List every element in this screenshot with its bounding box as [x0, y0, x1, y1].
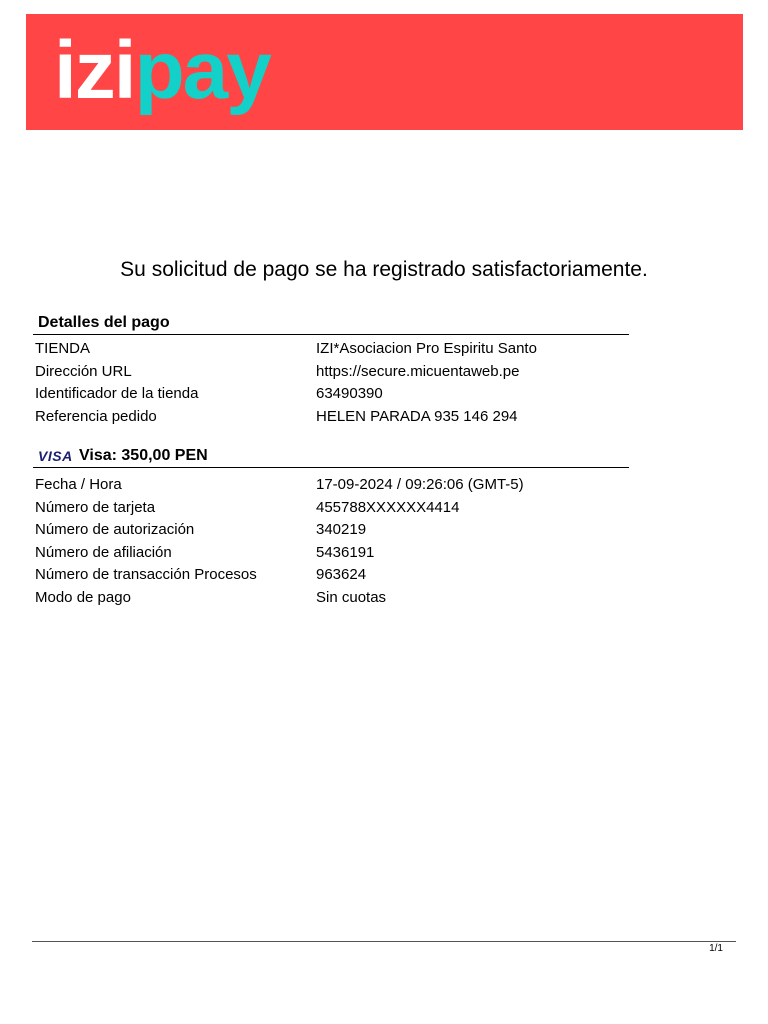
payment-label: Fecha / Hora: [35, 476, 122, 493]
detail-label: Identificador de la tienda: [35, 385, 199, 402]
payment-label: Número de autorización: [35, 521, 195, 538]
detail-row-store: [35, 338, 635, 361]
payment-row-datetime: [35, 474, 635, 497]
detail-value: 63490390: [316, 385, 383, 402]
payment-row-authorization: [35, 519, 635, 542]
visa-logo-icon: VISA: [38, 448, 73, 464]
confirmation-message: Su solicitud de pago se ha registrado satisfactoriamente.: [120, 258, 648, 281]
payment-list: [35, 474, 635, 609]
detail-value: https://secure.micuentaweb.pe: [316, 362, 520, 380]
svg-text:izipay: [54, 28, 272, 116]
detail-label: Dirección URL: [35, 362, 132, 380]
payment-value: 963624: [316, 566, 367, 583]
payment-value: 5436191: [316, 543, 375, 561]
footer-divider: [32, 941, 736, 942]
details-title-text: Detalles del pago: [38, 314, 170, 331]
detail-row-order-ref: [35, 406, 635, 429]
izipay-logo: [54, 28, 304, 118]
payment-label: Número de tarjeta: [35, 498, 156, 516]
detail-value: IZI*Asociacion Pro Espiritu Santo: [316, 340, 537, 357]
detail-label: TIENDA: [35, 340, 91, 357]
header-banner: [26, 14, 743, 130]
details-list: [35, 338, 635, 428]
payment-value: 340219: [316, 521, 367, 538]
logo-part-izi: izi: [54, 28, 135, 116]
payment-row-affiliation: [35, 542, 635, 565]
payment-value: 17-09-2024 / 09:26:06 (GMT-5): [316, 476, 524, 493]
page-number: 1/1: [709, 943, 723, 954]
detail-row-url: [35, 361, 635, 384]
payment-row-card-number: [35, 497, 635, 520]
payment-row-transaction: [35, 564, 635, 587]
detail-row-store-id: [35, 383, 635, 406]
payment-value: Sin cuotas: [316, 588, 387, 606]
payment-label: Número de transacción Procesos: [35, 566, 257, 583]
payment-section-title: [33, 444, 629, 468]
detail-value: HELEN PARADA 935 146 294: [316, 407, 518, 425]
payment-value: 455788XXXXXX4414: [316, 498, 460, 516]
detail-label: Referencia pedido: [35, 407, 157, 425]
payment-amount-title: Visa: 350,00 PEN: [79, 447, 208, 464]
izipay-logo-graphic: [54, 28, 304, 118]
details-section-title: [33, 311, 629, 335]
payment-label: Número de afiliación: [35, 543, 172, 561]
payment-label: Modo de pago: [35, 588, 131, 606]
payment-row-payment-mode: [35, 587, 635, 610]
logo-part-pay: pay: [134, 28, 270, 116]
